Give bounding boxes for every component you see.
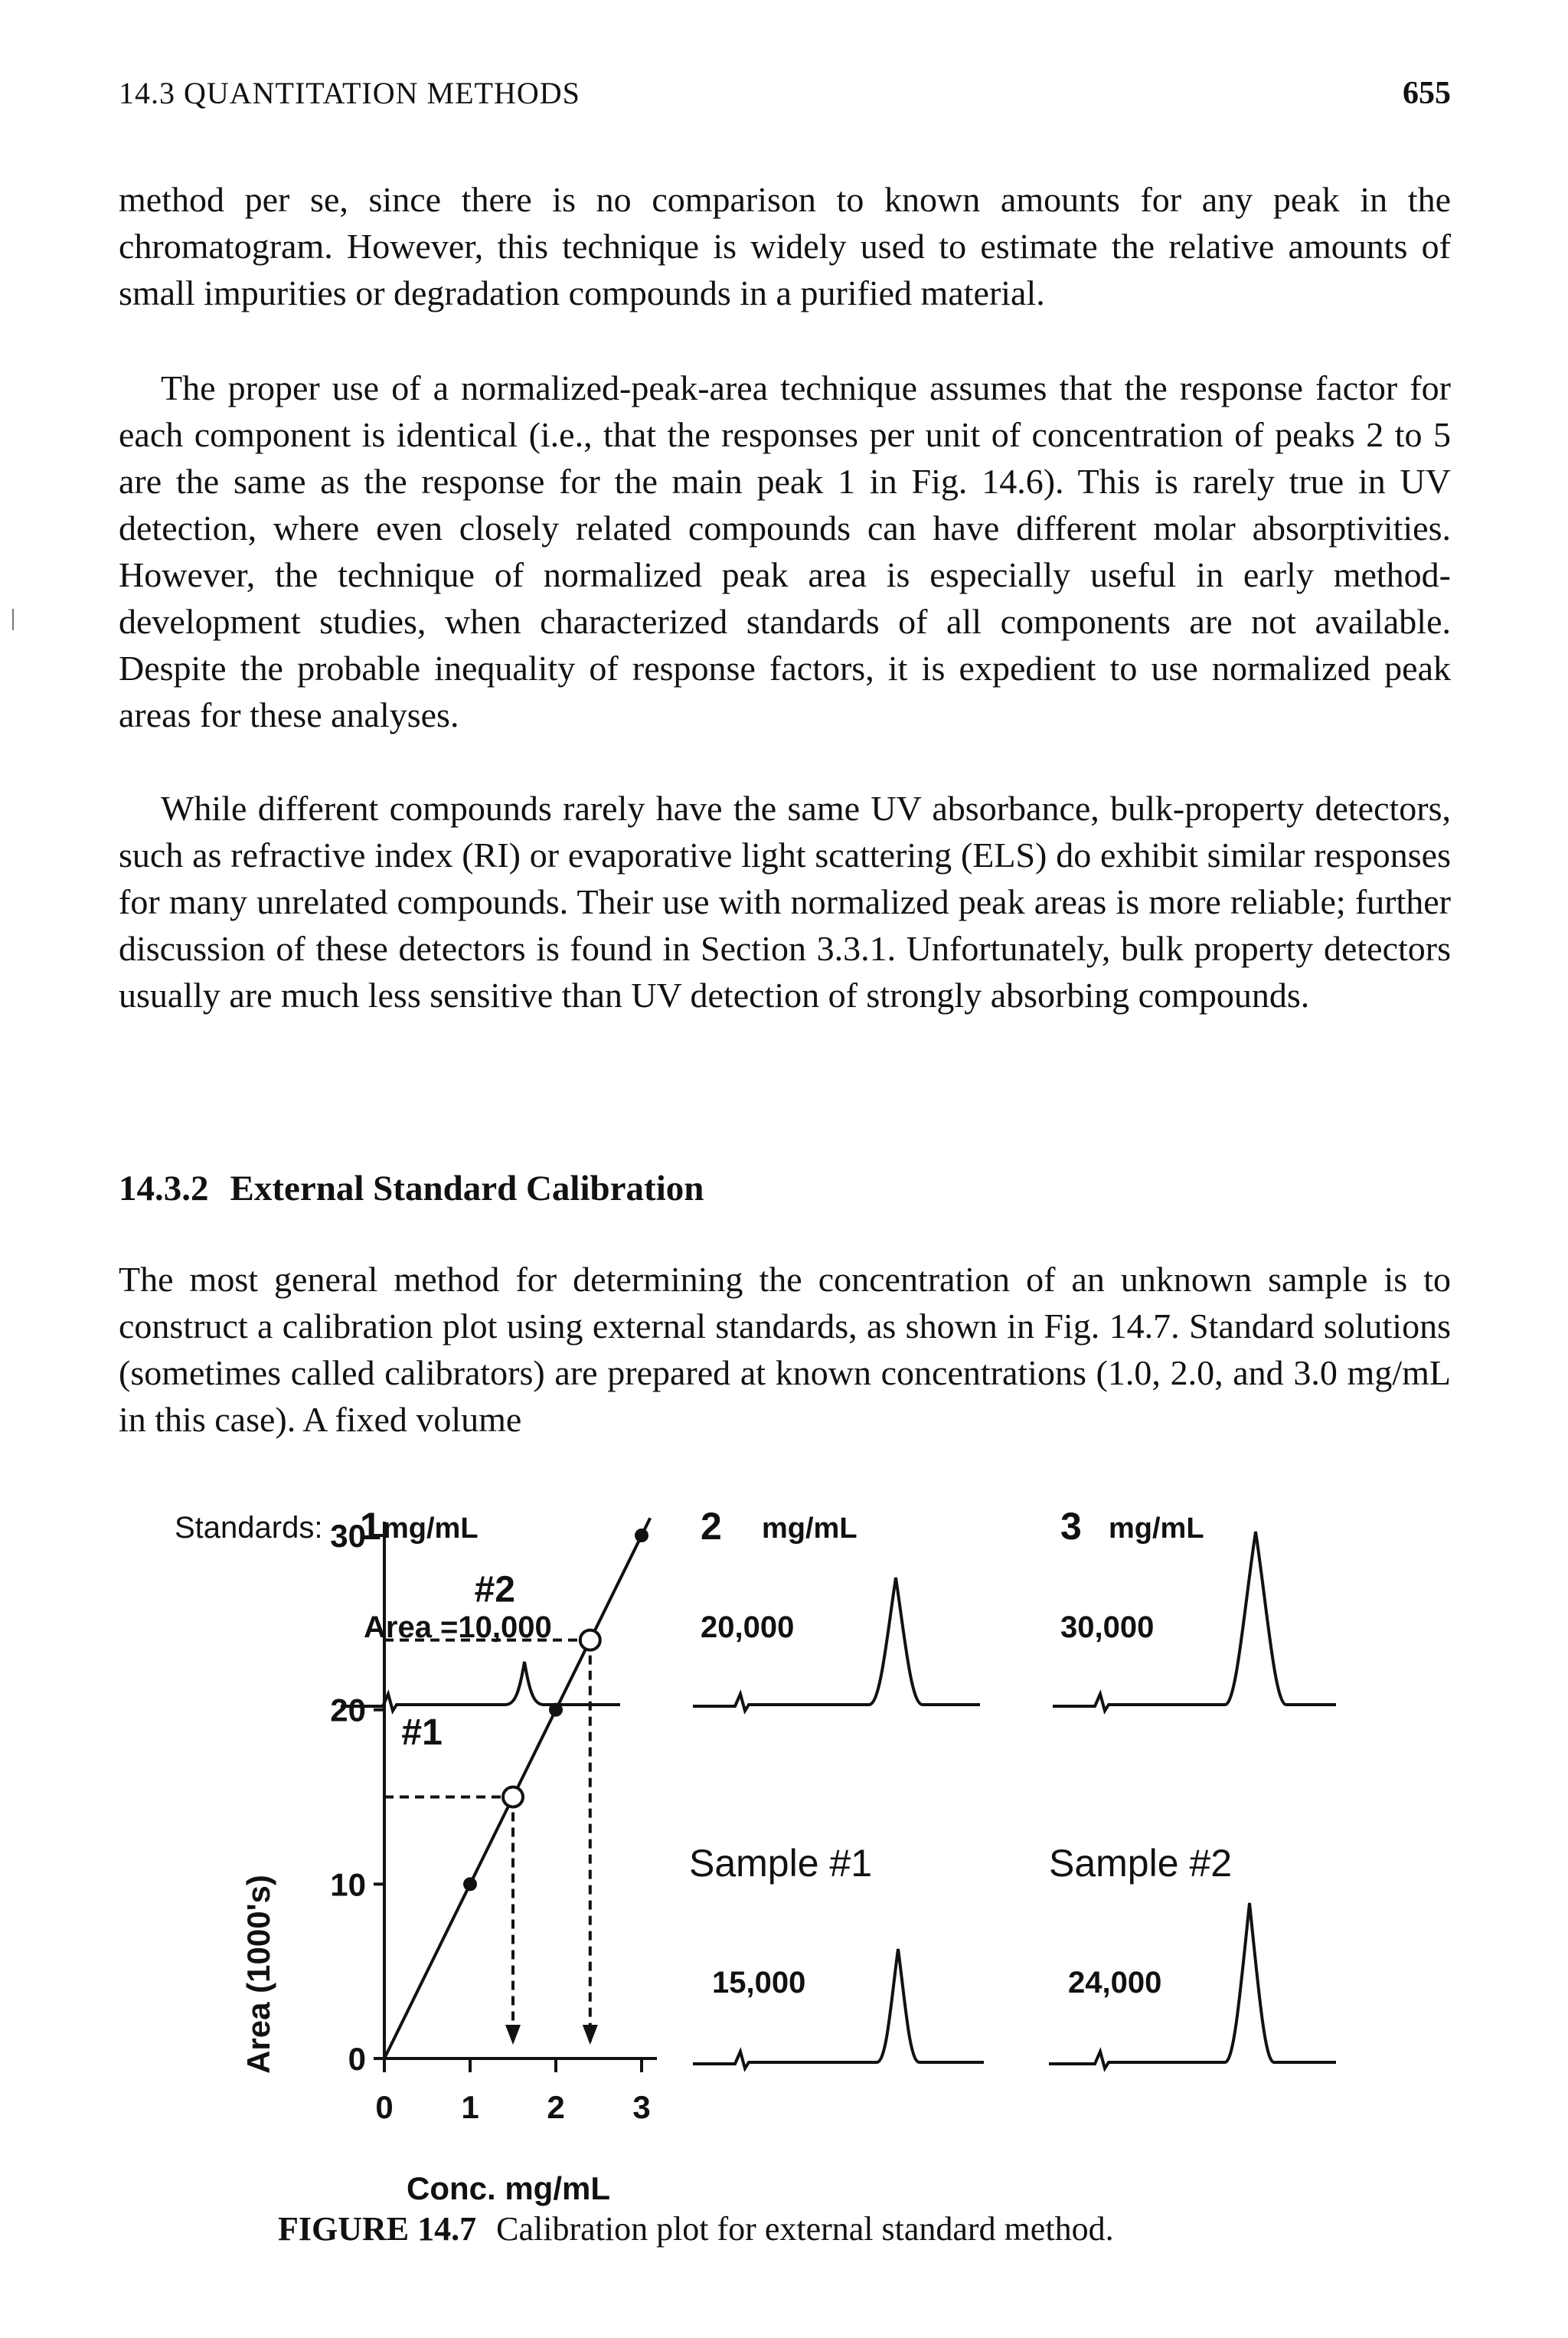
running-head: [119, 75, 1451, 121]
sample-arrow: [583, 2025, 598, 2045]
running-head-title: 14.3 QUANTITATION METHODS: [119, 76, 580, 110]
standard-2-unit: mg/mL: [762, 1512, 858, 1545]
figure-caption: [278, 2209, 1114, 2248]
paragraph-3: While different compounds rarely have the same UV absorbance, bulk-property detectors, such as refractive index (RI) or evaporative light scattering (ELS) do exhibit similar responses for many unrelated compounds. Their use with normalized peak areas is more reliable; further discussion of these detectors is found in Section 3.3.1. Unfortunately, bulk property detectors usually are much less sensitive than UV detection of strongly absorbing compounds.: [119, 789, 1451, 1015]
standard-1-unit: mg/mL: [383, 1512, 479, 1545]
sample-2-annotation: #2: [474, 1569, 515, 1610]
sample-arrow: [505, 2025, 521, 2045]
standard-point: [549, 1703, 563, 1717]
standards-label: Standards:: [175, 1511, 323, 1545]
paragraph-4: The most general method for determining the concentration of an unknown sample is to construct a calibration plot using external standards, as shown in Fig. 14.7. Standard solutions (sometimes called calibrators) are prepared at known concentrations (1.0, 2.0, and 3.0 mg/mL in this case). A fixed volume: [119, 1260, 1451, 1439]
sample-1-area: 15,000: [712, 1966, 806, 2000]
y-tick-label: 10: [330, 1866, 366, 1903]
standard-2-conc: 2: [701, 1505, 722, 1548]
standard-2-chromatogram: [693, 1578, 980, 1711]
x-tick-label: 0: [375, 2089, 394, 2125]
y-tick-label: 30: [330, 1518, 366, 1554]
standard-1-chromatogram: [341, 1662, 620, 1711]
page-number: 655: [1403, 76, 1451, 111]
standard-2-area: 20,000: [701, 1610, 795, 1644]
sample-1-annotation: #1: [401, 1712, 443, 1754]
section-heading: [119, 1168, 704, 1209]
standard-point: [463, 1877, 477, 1891]
figure-14-7: [0, 1486, 1568, 2274]
standard-3-conc: 3: [1060, 1505, 1082, 1548]
standard-3-area: 30,000: [1060, 1610, 1155, 1644]
x-tick-label: 2: [547, 2089, 565, 2125]
standard-1-conc: 1: [360, 1505, 381, 1548]
y-tick-label: 20: [330, 1692, 366, 1728]
sample-2-label: Sample #2: [1049, 1842, 1233, 1885]
paragraph-2: The proper use of a normalized-peak-area technique assumes that the response factor for each component is identical (i.e., that the responses per unit of concentration of peaks 2 to 5 are the same as the response for the main peak 1 in Fig. 14.6). This is rarely true in UV detection, where even closely related compounds can have different molar absorptivities. However, the technique of normalized peak area is especially useful in early method-development studies, when characterized standards of all components are not available. Despite the probable inequality of response factors, it is expedient to use normalized peak areas for these analyses.: [119, 368, 1451, 734]
paragraph-1: method per se, since there is no comparison to known amounts for any peak in the chromatogram. However, this technique is widely used to estimate the relative amounts of small impurities or degradation compounds in a purified material.: [119, 180, 1451, 312]
y-axis-label: Area (1000's): [240, 1875, 276, 2074]
sample-1-label: Sample #1: [689, 1842, 873, 1885]
standard-3-unit: mg/mL: [1109, 1512, 1204, 1545]
sample-point: [580, 1630, 600, 1650]
calibration-plot: [330, 1518, 657, 2125]
figure-svg: [0, 1486, 1568, 2274]
section-number: 14.3.2: [119, 1169, 209, 1208]
margin-mark: [12, 609, 14, 630]
sample-point: [503, 1787, 523, 1807]
y-tick-label: 0: [348, 2041, 366, 2077]
standard-1-area: Area =10,000: [364, 1610, 552, 1644]
x-tick-label: 1: [461, 2089, 479, 2125]
standard-point: [635, 1529, 648, 1542]
caption-text: Calibration plot for external standard method.: [496, 2210, 1114, 2248]
section-title: External Standard Calibration: [230, 1169, 704, 1208]
x-axis-label: Conc. mg/mL: [406, 2170, 611, 2206]
sample-2-area: 24,000: [1068, 1966, 1162, 2000]
x-tick-label: 3: [632, 2089, 651, 2125]
caption-label: FIGURE 14.7: [278, 2210, 477, 2248]
